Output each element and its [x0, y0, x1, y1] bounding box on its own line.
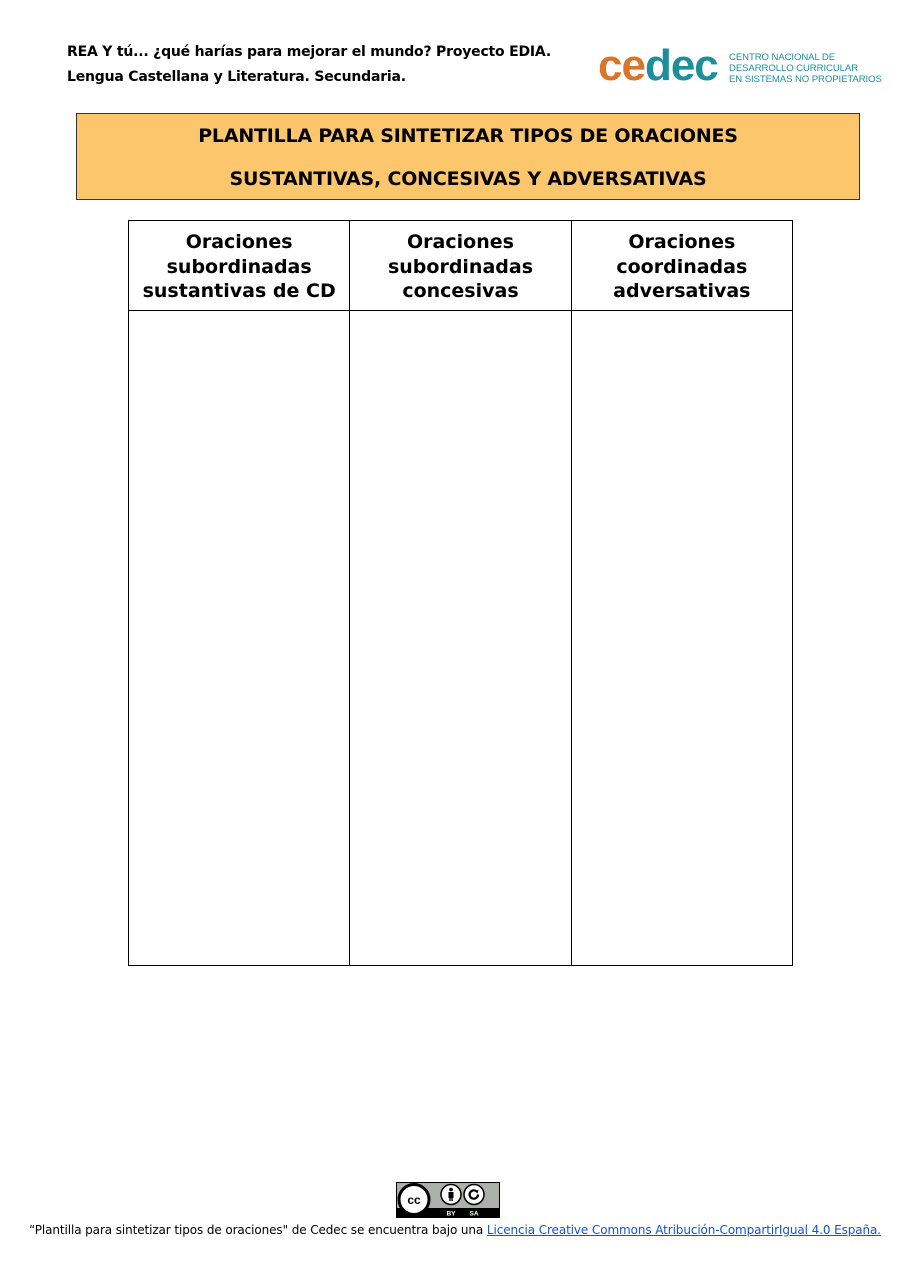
blank-cell-concesivas[interactable]: [350, 311, 571, 966]
title-line-1: PLANTILLA PARA SINTETIZAR TIPOS DE ORACIONES: [198, 125, 738, 147]
license-footer: [0, 1223, 910, 1237]
logo-subtitle-line-2: DESARROLLO CURRICULAR: [729, 63, 859, 74]
logo-wordmark: [598, 42, 718, 90]
header-line-1: REA Y tú... ¿qué harías para mejorar el mundo? Proyecto EDIA.: [67, 44, 551, 60]
blank-cell-adversativas[interactable]: [571, 311, 792, 966]
column-header-adversativas: [571, 221, 792, 311]
column-header-line: Oraciones: [628, 231, 736, 253]
column-header-sustantivas: [129, 221, 350, 311]
logo-word-ce: ce: [598, 41, 645, 90]
header-line-2: Lengua Castellana y Literatura. Secundaria.: [67, 69, 406, 85]
title-box: [76, 113, 860, 200]
column-header-line: subordinadas: [166, 255, 312, 278]
table-header-row: [129, 221, 793, 311]
column-header-concesivas: [350, 221, 571, 311]
footer-text: “Plantilla para sintetizar tipos de oraciones" de Cedec se encuentra bajo una: [29, 1223, 487, 1237]
column-header-line: subordinadas: [387, 255, 534, 278]
table-body-row: [129, 311, 793, 966]
logo-subtitle-line-1: CENTRO NACIONAL DE: [729, 52, 836, 63]
column-header-line: sustantivas de CD: [142, 280, 336, 302]
svg-text:cc: cc: [407, 1193, 421, 1207]
cc-sa-label: SA: [469, 1210, 479, 1218]
title-line-2: SUSTANTIVAS, CONCESIVAS Y ADVERSATIVAS: [229, 168, 707, 190]
blank-cell-sustantivas[interactable]: [129, 311, 350, 966]
column-header-line: Oraciones: [185, 231, 293, 253]
column-header-line: coordinadas: [616, 255, 748, 278]
license-link[interactable]: Licencia Creative Commons Atribución-CompartirIgual 4.0 España.: [486, 1223, 881, 1237]
column-header-line: Oraciones: [407, 231, 514, 253]
cc-by-label: BY: [446, 1210, 456, 1218]
cedec-logo: [598, 42, 888, 92]
logo-subtitle: [729, 52, 889, 85]
logo-word-dec: dec: [644, 41, 718, 90]
logo-subtitle-line-3: EN SISTEMAS NO PROPIETARIOS: [729, 74, 882, 85]
column-header-line: adversativas: [613, 280, 751, 302]
column-header-line: concesivas: [402, 280, 519, 302]
synthesis-table: [128, 220, 793, 966]
cc-by-sa-icon[interactable]: [396, 1182, 500, 1218]
